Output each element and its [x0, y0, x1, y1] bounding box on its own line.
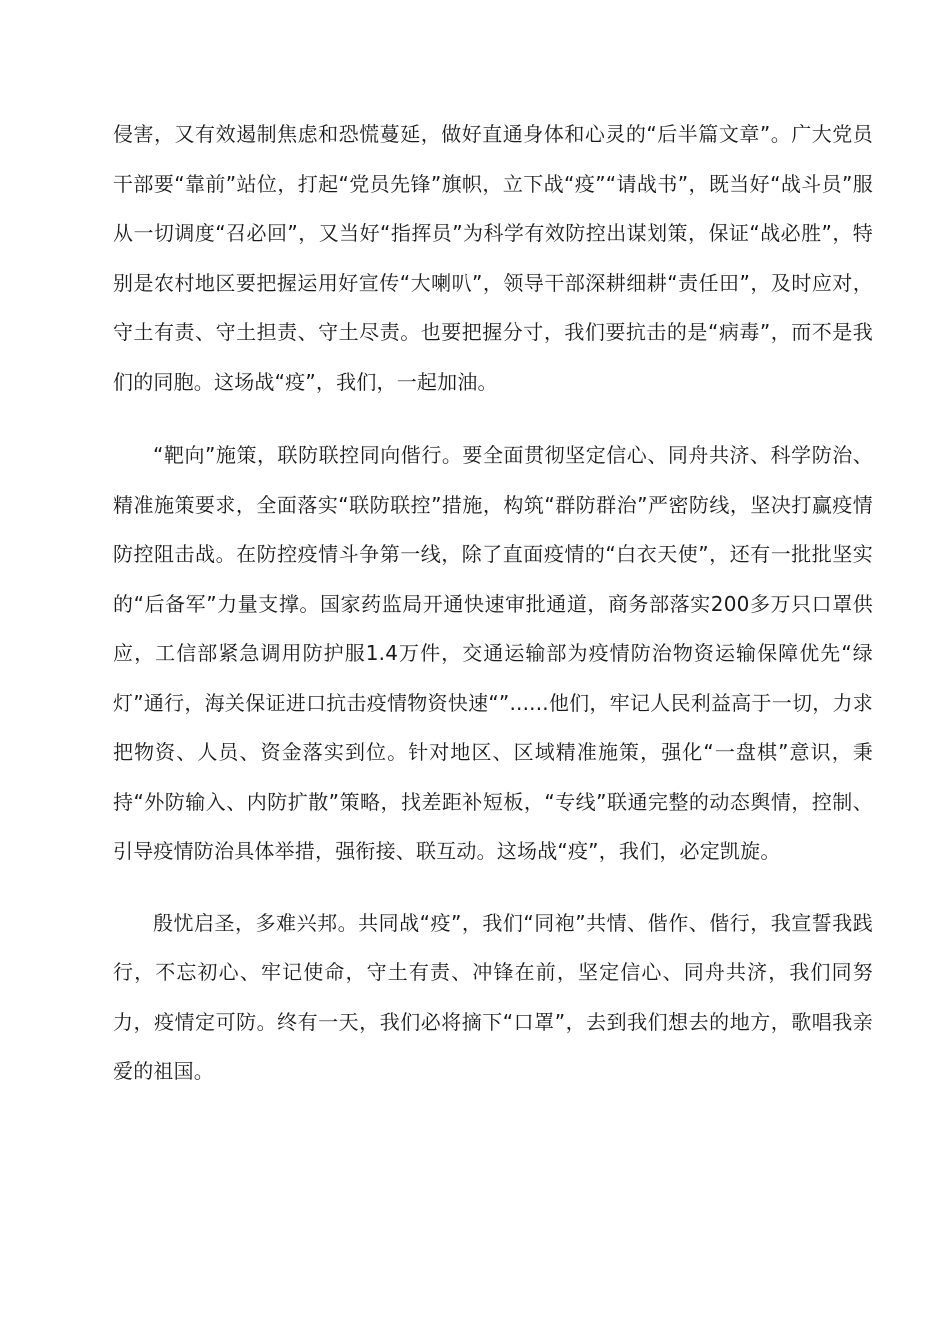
paragraph-3: 殷忧启圣，多难兴邦。共同战“疫”，我们“同袍”共情、偕作、偕行，我宣誓我践行，不忘初心、牢记使命，守土有责、冲锋在前，坚定信心、同舟共济，我们同努力，疫情定可防。终有一天，我们必将摘下“口罩”，去到我们想去的地方，歌唱我亲爱的祖国。 [113, 910, 873, 1083]
paragraph-1: 侵害，又有效遏制焦虑和恐慌蔓延，做好直通身体和心灵的“后半篇文章”。广大党员干部要“靠前”站位，打起“党员先锋”旗帜，立下战“疫”“请战书”，既当好“战斗员”服从一切调度“召必回”，又当好“指挥员”为科学有效防控出谋划策，保证“战必胜”，特别是农村地区要把握运用好宣传“大喇叭”，领导干部深耕细耕“责任田”，及时应对，守土有责、守土担责、守土尽责。也要把握分寸，我们要抗击的是“病毒”，而不是我们的同胞。这场战“疫”，我们，一起加油。 [113, 122, 873, 394]
document-body [113, 110, 873, 1097]
paragraph-2: “靶向”施策，联防联控同向偕行。要全面贯彻坚定信心、同舟共济、科学防治、精准施策要求，全面落实“联防联控”措施，构筑“群防群治”严密防线，坚决打赢疫情防控阻击战。在防控疫情斗争第一线，除了直面疫情的“白衣天使”，还有一批批坚实的“后备军”力量支撑。国家药监局开通快速审批通道，商务部落实200多万只口罩供应，工信部紧急调用防护服1.4万件，交通运输部为疫情防治物资运输保障优先“绿灯”通行，海关保证进口抗击疫情物资快速“”......他们，牢记人民利益高于一切，力求把物资、人员、资金落实到位。针对地区、区域精准施策，强化“一盘棋”意识，秉持“外防输入、内防扩散”策略，找差距补短板，“专线”联通完整的动态舆情，控制、引导疫情防治具体举措，强衔接、联互动。这场战“疫”，我们，必定凯旋。 [113, 443, 873, 863]
